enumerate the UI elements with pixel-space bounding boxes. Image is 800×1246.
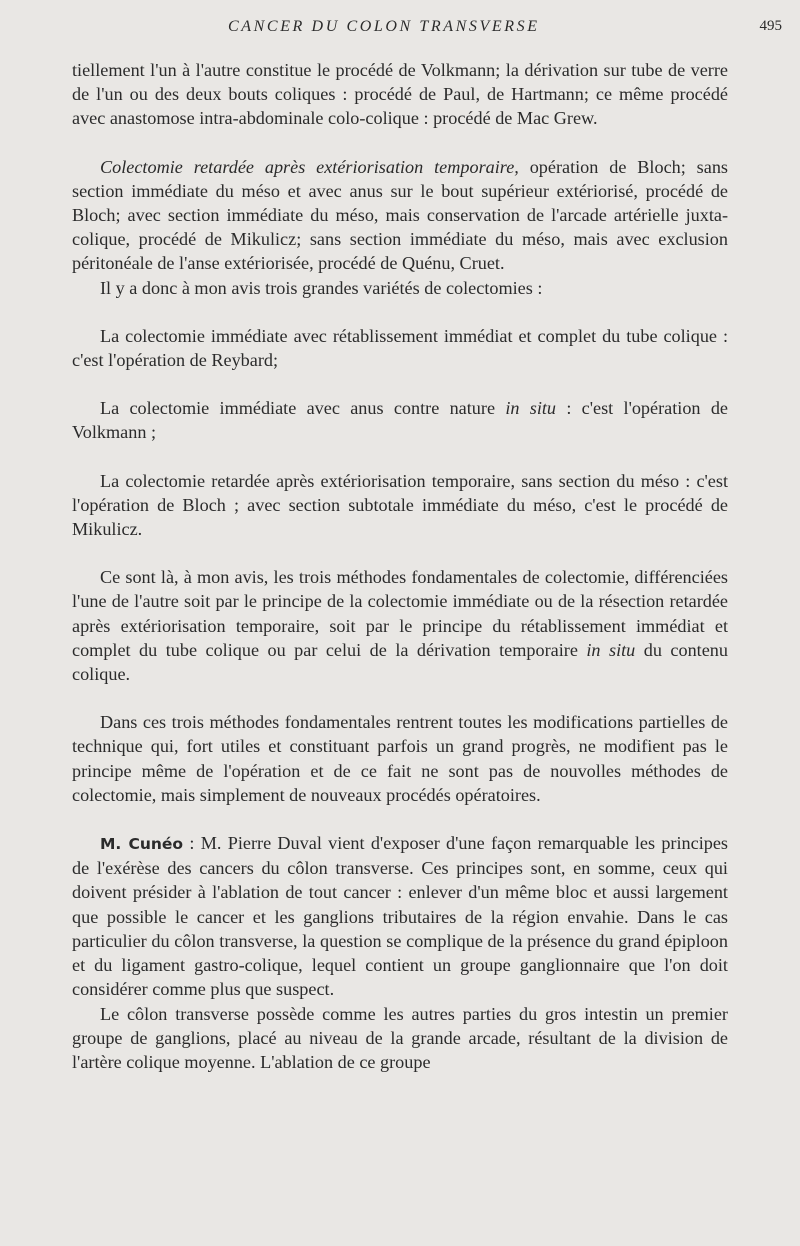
paragraph-lymph-nodes: Le côlon transverse possède comme les autres parties du gros intestin un premier groupe de ganglions, placé au niveau de la grande arcade, résultant de la division de l'artère colique moyenne. L'ablation de ce groupe bbox=[72, 1003, 728, 1072]
paragraph-variety-reybard: La colectomie immédiate avec rétablissement immédiat et complet du tube colique : c'est l'opération de Reybard; bbox=[72, 325, 728, 371]
paragraph-modifications: Dans ces trois méthodes fondamentales rentrent toutes les modifications partielles de technique qui, fort utiles et constituant parfois un grand progrès, ne modifient pas le principe même de l'opération et de ce fait ne sont pas de nouvolles méthodes de colectomie, mais simplement de nouveaux procédés opératoires. bbox=[72, 712, 728, 805]
running-head bbox=[0, 18, 800, 44]
paragraph-delayed-colectomy: Colectomie retardée après extériorisation temporaire, opération de Bloch; sans section immédiate du méso et avec anus sur le bout supérieur extériorisé, procédé de Bloch; avec section immédiate du méso, mais conservation de l'arcade artérielle juxta-colique, procédé de Mikulicz; sans section immédiate du méso, mais avec exclusion péritonéale de l'anse extériorisée, procédé de Quénu, Cruet. bbox=[72, 156, 728, 274]
running-title: CANCER DU COLON TRANSVERSE bbox=[228, 18, 540, 35]
paragraph-variety-volkmann: La colectomie immédiate avec anus contre nature in situ : c'est l'opération de Volkmann ; bbox=[72, 398, 728, 443]
paragraph-three-varieties: Il y a donc à mon avis trois grandes variétés de colectomies : bbox=[100, 277, 543, 298]
paragraph-cuneo: M. Cunéo : M. Pierre Duval vient d'exposer d'une façon remarquable les principes de l'exérèse des cancers du côlon transverse. Ces principes sont, en somme, ceux qui doivent présider à l'ablation de tout cancer : enlever d'un même bloc et aussi largement que possible le cancer et les ganglions tributaires de la région envahie. Dans le cas particulier du côlon transverse, la question se complique de la présence du grand épiploon et du ligament gastro-colique, lequel contient un groupe ganglionnaire que l'on doit considérer comme plus que suspect. bbox=[72, 833, 728, 1000]
paragraph-variety-bloch: La colectomie retardée après extériorisation temporaire, sans section du méso : c'est l'opération de Bloch ; avec section subtotale immédiate du méso, c'est le procédé de Mikulicz. bbox=[72, 470, 728, 540]
paragraph-continuation: tiellement l'un à l'autre constitue le procédé de Volkmann; la dérivation sur tube de verre de l'un ou des deux bouts coliques : procédé de Paul, de Hartmann; ce même procédé avec anastomose intra-abdominale colo-colique : procédé de Mac Grew. bbox=[72, 60, 728, 129]
speaker-name: M. Cunéo bbox=[100, 835, 184, 854]
italic-term: Colectomie retardée après extériorisation temporaire, bbox=[100, 156, 519, 177]
paragraph-fundamental-methods: Ce sont là, à mon avis, les trois méthodes fondamentales de colectomie, différenciées l'une de l'autre soit par le principe de la colectomie immédiate ou de la résection retardée après extériorisation temporaire, soit par le principe du rétablissement immédiat et complet du tube colique ou par celui de la dérivation temporaire in situ du contenu colique. bbox=[72, 567, 728, 685]
page-number: 495 bbox=[759, 18, 782, 34]
body-text bbox=[72, 58, 728, 1074]
